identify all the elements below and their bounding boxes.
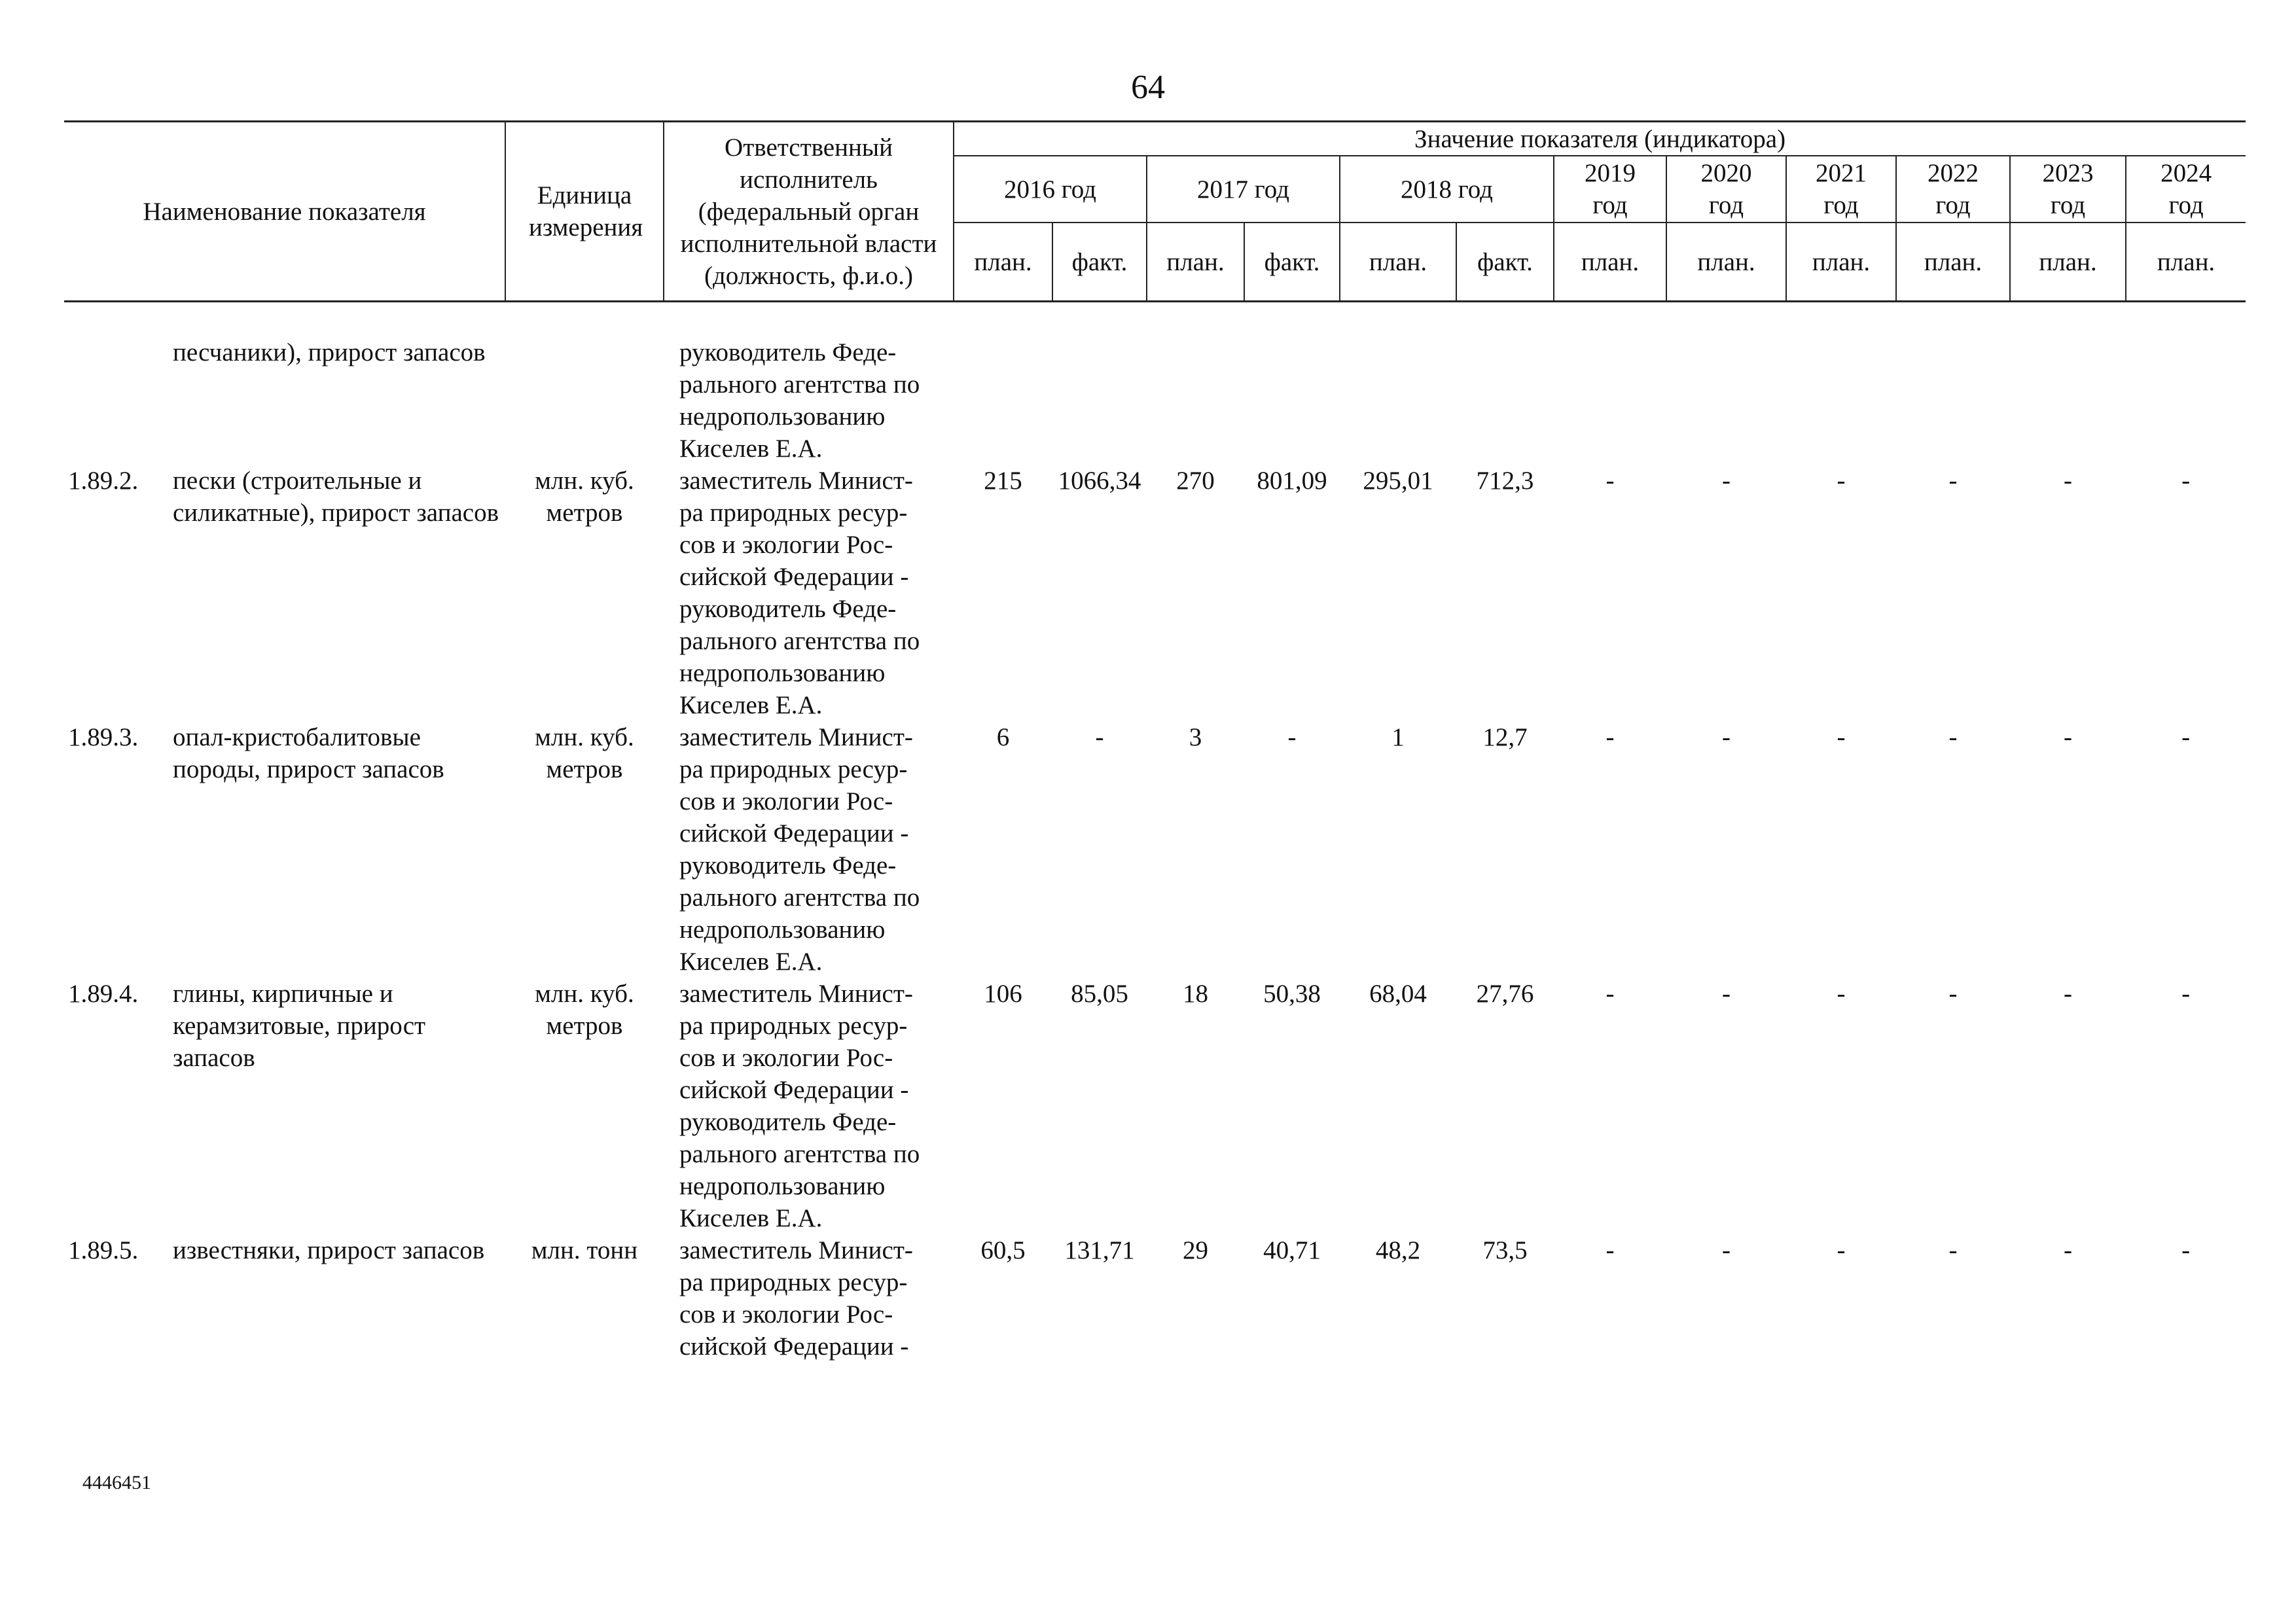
indicator-value: 270 xyxy=(1176,467,1215,495)
indicator-value: 40,71 xyxy=(1263,1236,1321,1264)
indicator-value: 18 xyxy=(1183,980,1208,1008)
row-number: 1.89.3. xyxy=(68,723,139,751)
indicator-value: 29 xyxy=(1183,1236,1208,1264)
header-name: Наименование показателя xyxy=(64,122,505,302)
indicator-value: 73,5 xyxy=(1482,1236,1528,1264)
indicator-name: песчаники), прирост запасов xyxy=(173,338,486,366)
indicator-value: - xyxy=(1948,980,1958,1008)
indicator-value xyxy=(1554,336,1666,465)
header-year-2021: 2021 год xyxy=(1786,156,1896,223)
indicator-value xyxy=(1896,336,2010,465)
indicator-value: 3 xyxy=(1189,723,1202,751)
header-year-2024: 2024 год xyxy=(2126,156,2246,223)
header-year-2016: 2016 год xyxy=(954,156,1147,223)
indicator-value xyxy=(2010,336,2126,465)
indicator-value: 27,76 xyxy=(1476,980,1534,1008)
indicator-value: - xyxy=(2064,980,2072,1008)
table-row xyxy=(64,978,2246,1234)
row-number: 1.89.4. xyxy=(68,980,139,1008)
indicator-value: - xyxy=(2064,1236,2072,1264)
header-sub-fact: факт. xyxy=(1244,223,1340,302)
indicator-value: - xyxy=(1948,467,1958,495)
indicator-value xyxy=(954,336,1052,465)
document-id: 4446451 xyxy=(82,1472,151,1493)
table-row xyxy=(64,465,2246,721)
indicator-value: 712,3 xyxy=(1476,467,1534,495)
row-number: 1.89.5. xyxy=(68,1236,139,1264)
indicator-value: - xyxy=(1605,1236,1615,1264)
unit-of-measure xyxy=(505,336,664,465)
unit-of-measure: млн. куб. метров xyxy=(535,980,634,1040)
header-responsible: Ответственный исполнитель (федеральный орган исполнительной власти (должность, ф.и.о.) xyxy=(664,122,954,302)
unit-of-measure: млн. куб. метров xyxy=(535,723,634,783)
header-year-2020: 2020 год xyxy=(1666,156,1786,223)
indicator-value: - xyxy=(2181,980,2191,1008)
indicator-name: известняки, прирост запасов xyxy=(173,1236,485,1264)
indicator-value: - xyxy=(1722,467,1731,495)
table-row xyxy=(64,721,2246,978)
indicator-value: - xyxy=(1095,723,1104,751)
indicator-value: - xyxy=(1948,723,1958,751)
header-sub-plan: план. xyxy=(1340,223,1456,302)
indicator-value: 1 xyxy=(1391,723,1405,751)
indicator-value: - xyxy=(2064,467,2072,495)
table-row xyxy=(64,1234,2246,1363)
header-year-2017: 2017 год xyxy=(1147,156,1340,223)
indicator-value: - xyxy=(2181,723,2191,751)
indicator-value: - xyxy=(1837,723,1846,751)
indicator-value xyxy=(1456,336,1554,465)
header-sub-plan: план. xyxy=(1554,223,1666,302)
indicator-value: - xyxy=(1722,723,1731,751)
unit-of-measure: млн. тонн xyxy=(531,1236,638,1264)
indicator-value: - xyxy=(1287,723,1297,751)
indicator-value xyxy=(1052,336,1147,465)
indicator-value: 801,09 xyxy=(1257,467,1327,495)
row-number xyxy=(64,336,169,465)
header-year-2019: 2019 год xyxy=(1554,156,1666,223)
responsible-executor: заместитель Минист- ра природных ресур- сов и экологии Рос- сийской Федерации - руководитель Феде- рального агентства по недропользованию Киселев Е.А. xyxy=(679,467,920,719)
indicator-value: - xyxy=(1837,1236,1846,1264)
row-number: 1.89.2. xyxy=(68,467,139,495)
table-body xyxy=(64,302,2246,1363)
indicator-value: 1066,34 xyxy=(1058,467,1141,495)
indicator-value xyxy=(1147,336,1244,465)
indicator-value: 215 xyxy=(984,467,1022,495)
indicator-name: глины, кирпичные и керамзитовые, прирост запасов xyxy=(173,980,426,1072)
indicator-name: пески (строительные и силикатные), прирост запасов xyxy=(173,467,499,527)
responsible-executor: заместитель Минист- ра природных ресур- сов и экологии Рос- сийской Федерации - xyxy=(679,1236,913,1361)
indicator-value: 85,05 xyxy=(1071,980,1128,1008)
indicator-value: 6 xyxy=(996,723,1010,751)
responsible-executor: заместитель Минист- ра природных ресур- сов и экологии Рос- сийской Федерации - руководитель Феде- рального агентства по недропользованию Киселев Е.А. xyxy=(679,723,920,976)
table-row xyxy=(64,336,2246,465)
indicator-name: опал-кристобалитовые породы, прирост запасов xyxy=(173,723,444,783)
indicator-value xyxy=(1666,336,1786,465)
header-sub-plan: план. xyxy=(1786,223,1896,302)
indicator-value: 68,04 xyxy=(1369,980,1427,1008)
indicator-value: 50,38 xyxy=(1263,980,1321,1008)
indicator-value: - xyxy=(2064,723,2072,751)
indicator-value: 48,2 xyxy=(1375,1236,1421,1264)
indicator-table xyxy=(64,120,2246,1363)
indicator-value: - xyxy=(1605,980,1615,1008)
responsible-executor: руководитель Феде- рального агентства по недропользованию Киселев Е.А. xyxy=(679,338,920,463)
indicator-value: 60,5 xyxy=(980,1236,1026,1264)
header-sub-plan: план. xyxy=(1147,223,1244,302)
indicator-value xyxy=(1340,336,1456,465)
indicator-value: - xyxy=(1948,1236,1958,1264)
header-year-2023: 2023 год xyxy=(2010,156,2126,223)
indicator-value: - xyxy=(1837,980,1846,1008)
indicator-value: - xyxy=(1722,980,1731,1008)
unit-of-measure: млн. куб. метров xyxy=(535,467,634,527)
page-number: 64 xyxy=(1131,69,1165,106)
responsible-executor: заместитель Минист- ра природных ресур- сов и экологии Рос- сийской Федерации - руководитель Феде- рального агентства по недропользованию Киселев Е.А. xyxy=(679,980,920,1232)
header-sub-plan: план. xyxy=(1666,223,1786,302)
indicator-value: 131,71 xyxy=(1064,1236,1135,1264)
header-value-group: Значение показателя (индикатора) xyxy=(954,122,2246,156)
header-sub-fact: факт. xyxy=(1456,223,1554,302)
indicator-value: 12,7 xyxy=(1482,723,1528,751)
indicator-value: - xyxy=(1837,467,1846,495)
indicator-value xyxy=(2126,336,2246,465)
header-sub-plan: план. xyxy=(2010,223,2126,302)
header-sub-plan: план. xyxy=(954,223,1052,302)
indicator-value: 106 xyxy=(984,980,1022,1008)
header-sub-plan: план. xyxy=(1896,223,2010,302)
indicator-value xyxy=(1786,336,1896,465)
indicator-value: - xyxy=(1605,467,1615,495)
header-year-2018: 2018 год xyxy=(1340,156,1554,223)
indicator-value: 295,01 xyxy=(1363,467,1433,495)
indicator-value: - xyxy=(1605,723,1615,751)
indicator-value xyxy=(1244,336,1340,465)
header-unit: Единица измерения xyxy=(505,122,664,302)
header-sub-fact: факт. xyxy=(1052,223,1147,302)
indicator-value: - xyxy=(1722,1236,1731,1264)
header-sub-plan: план. xyxy=(2126,223,2246,302)
indicator-value: - xyxy=(2181,1236,2191,1264)
header-year-2022: 2022 год xyxy=(1896,156,2010,223)
indicator-value: - xyxy=(2181,467,2191,495)
